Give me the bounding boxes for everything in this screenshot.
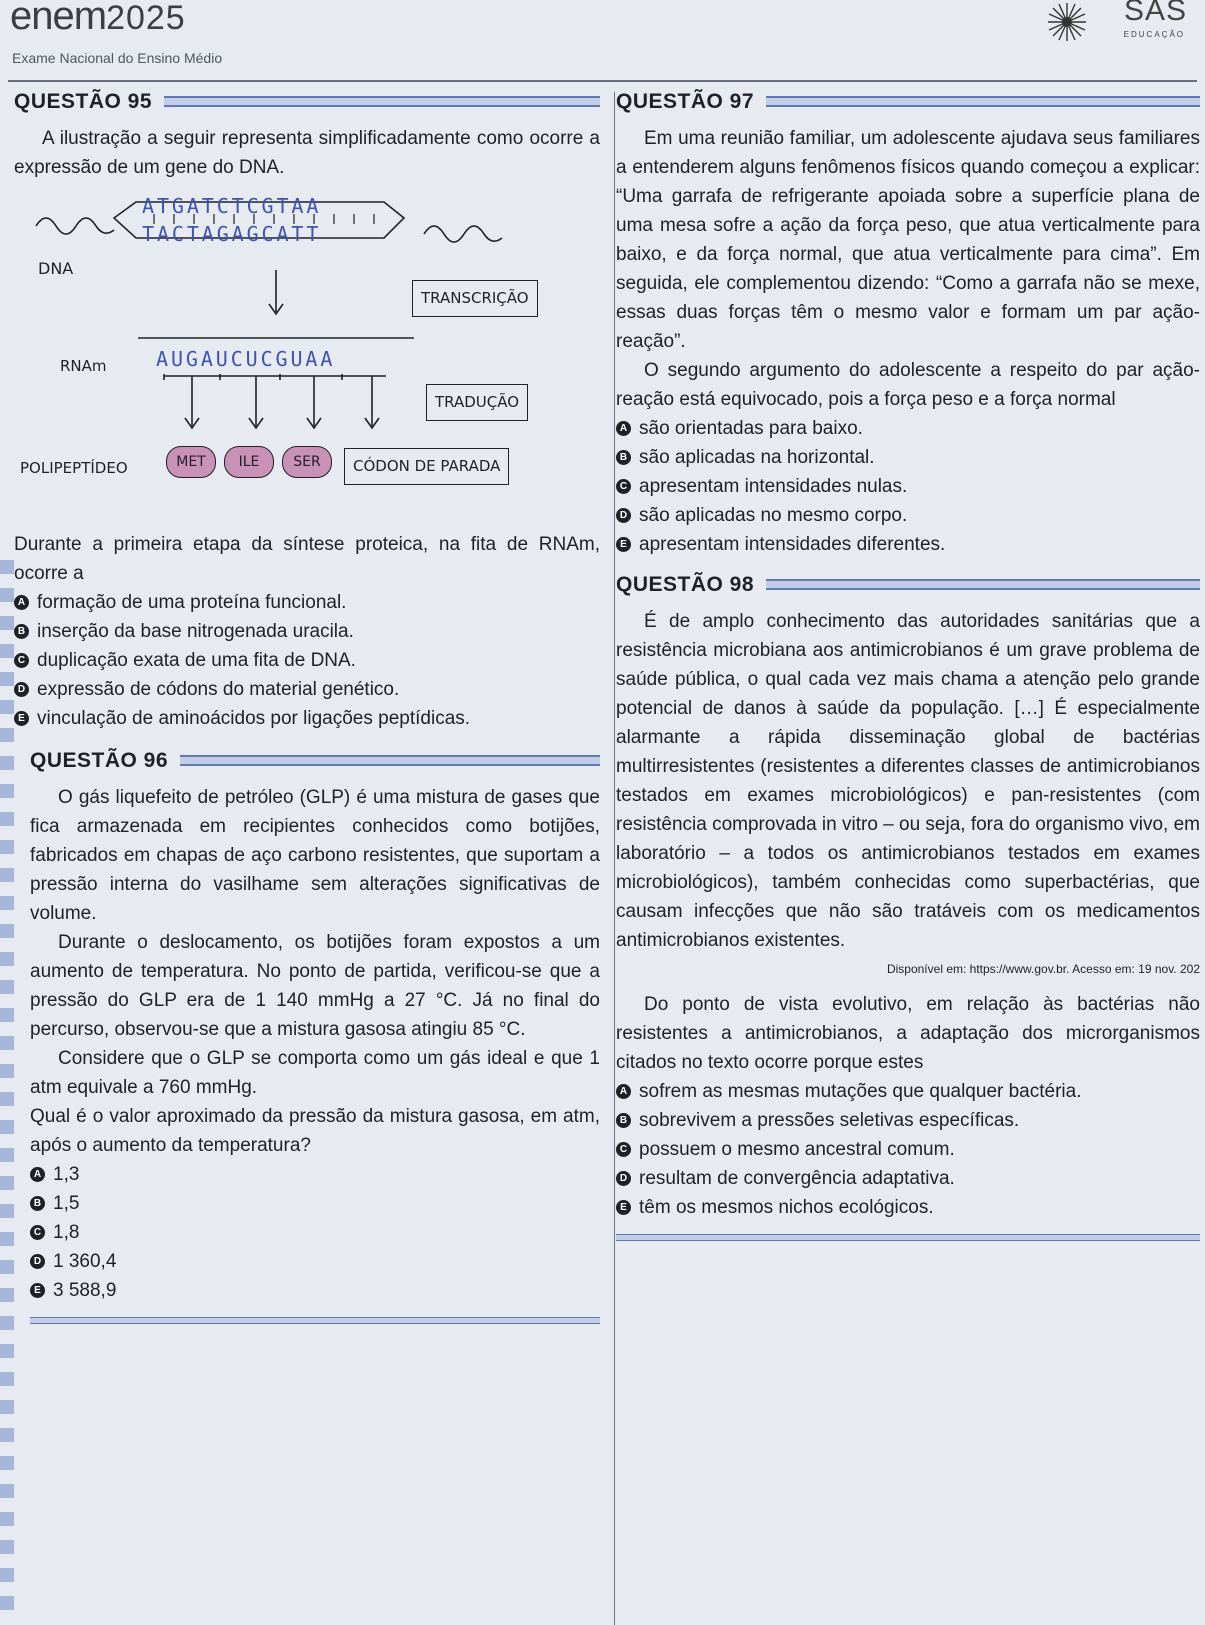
q97-title: QUESTÃO 97 <box>616 89 755 113</box>
option-b[interactable] <box>14 617 600 646</box>
option-text: são aplicadas na horizontal. <box>639 447 875 468</box>
option-a[interactable] <box>616 1077 1200 1106</box>
option-letter: C <box>616 1142 631 1157</box>
q97-paragraph-2: O segundo argumento do adolescente a respeito do par ação-reação está equivocado, pois a força peso e a força normal <box>616 360 1200 410</box>
option-letter: E <box>616 537 631 552</box>
q98-paragraph-2: Do ponto de vista evolutivo, em relação às bactérias não resistentes a antimicrobianos, a adaptação dos microrganismos citados no texto ocorre porque estes <box>616 994 1200 1073</box>
exam-subtitle: Exame Nacional do Ensino Médio <box>12 50 223 66</box>
option-text: 1 360,4 <box>53 1251 117 1272</box>
q95-title: QUESTÃO 95 <box>14 89 153 113</box>
right-column <box>616 86 1200 1241</box>
option-a[interactable] <box>616 414 1200 443</box>
logo-year: 2025 <box>106 0 186 37</box>
option-letter: E <box>14 711 29 726</box>
q96-title: QUESTÃO 96 <box>30 748 169 772</box>
option-letter: B <box>616 450 631 465</box>
option-text: 1,5 <box>53 1193 80 1214</box>
option-d[interactable] <box>616 1164 1200 1193</box>
section-end-bar <box>616 1234 1200 1241</box>
gene-expression-diagram <box>14 188 574 518</box>
option-text: vinculação de aminoácidos por ligações peptídicas. <box>37 708 471 729</box>
option-text: duplicação exata de uma fita de DNA. <box>37 650 356 671</box>
option-d[interactable] <box>30 1247 600 1276</box>
option-letter: B <box>616 1113 631 1128</box>
option-letter: B <box>14 624 29 639</box>
column-divider <box>614 92 615 1625</box>
rna-label: RNAm <box>60 357 107 375</box>
sas-logo <box>1047 0 1187 48</box>
option-letter: B <box>30 1196 45 1211</box>
option-b[interactable] <box>616 1106 1200 1135</box>
logo-text: enem <box>10 0 107 38</box>
q95-options <box>14 588 600 733</box>
option-c[interactable] <box>14 646 600 675</box>
rna-sequence: AUGAUCUCGUAA <box>156 347 336 371</box>
q98-header <box>616 569 1200 599</box>
brand-sub: EDUCAÇÃO <box>1123 30 1185 39</box>
option-c[interactable] <box>30 1218 600 1247</box>
dna-label: DNA <box>38 259 74 278</box>
q96-body <box>14 783 600 1324</box>
option-text: inserção da base nitrogenada uracila. <box>37 621 354 642</box>
dna-strand-top: ATGATCTCGTAA <box>142 194 322 218</box>
option-letter: D <box>616 1171 631 1186</box>
option-b[interactable] <box>30 1189 600 1218</box>
option-letter: A <box>30 1167 45 1182</box>
option-text: resultam de convergência adaptativa. <box>639 1168 955 1189</box>
q95-stem: Durante a primeira etapa da síntese proteica, na fita de RNAm, ocorre a <box>14 534 600 584</box>
brand-name: SAS <box>1123 0 1187 27</box>
title-bar <box>164 96 600 107</box>
option-text: apresentam intensidades nulas. <box>639 476 908 497</box>
q98-paragraph-1: É de amplo conhecimento das autoridades sanitárias que a resistência microbiana aos antimicrobianos é um grave problema de saúde pública, o qual cada vez mais chama a atenção pelo grande potencial de danos à saúde da população. […] É especialmente alarmante a rápida disseminação global de bactérias multirresistentes (resistentes a diferentes classes de antimicrobianos testados em exames microbiológicos) e pan-resistentes (com resistência comprovada in vitro – ou seja, fora do organismo vivo, em laboratório – a todos os antimicrobianos testados em exames microbiológicos), também conhecidas como superbactérias, que causam infecções que não são tratáveis com os medicamentos antimicrobianos existentes. <box>616 611 1200 951</box>
q95-header <box>14 86 600 116</box>
option-d[interactable] <box>14 675 600 704</box>
option-letter: C <box>616 479 631 494</box>
option-e[interactable] <box>30 1276 600 1305</box>
title-bar <box>766 96 1200 107</box>
option-a[interactable] <box>14 588 600 617</box>
option-text: 1,8 <box>53 1222 80 1243</box>
option-text: apresentam intensidades diferentes. <box>639 534 946 555</box>
option-text: são aplicadas no mesmo corpo. <box>639 505 908 526</box>
q96-header <box>14 745 600 775</box>
option-letter: A <box>616 421 631 436</box>
option-text: possuem o mesmo ancestral comum. <box>639 1139 955 1160</box>
option-e[interactable] <box>616 530 1200 559</box>
page-header <box>0 0 1205 80</box>
option-letter: D <box>616 508 631 523</box>
q98-title: QUESTÃO 98 <box>616 572 755 596</box>
option-text: expressão de códons do material genético. <box>37 679 400 700</box>
option-e[interactable] <box>616 1193 1200 1222</box>
option-c[interactable] <box>616 1135 1200 1164</box>
option-letter: D <box>14 682 29 697</box>
option-letter: A <box>14 595 29 610</box>
option-text: 1,3 <box>53 1164 80 1185</box>
sun-burst-icon <box>1047 2 1087 42</box>
polypeptide-label: POLIPEPTÍDEO <box>20 459 128 477</box>
transcription-label: TRANSCRIÇÃO <box>412 280 538 317</box>
option-text: sobrevivem a pressões seletivas específicas. <box>639 1110 1020 1131</box>
q96-options <box>30 1160 600 1305</box>
amino-acid-met: MET <box>166 446 216 478</box>
enem-logo <box>10 0 186 39</box>
q95-intro: A ilustração a seguir representa simplificadamente como ocorre a expressão de um gene do DNA. <box>14 128 600 178</box>
option-text: têm os mesmos nichos ecológicos. <box>639 1197 934 1218</box>
option-c[interactable] <box>616 472 1200 501</box>
stop-codon-label: CÓDON DE PARADA <box>344 448 509 485</box>
option-letter: A <box>616 1084 631 1099</box>
option-letter: C <box>30 1225 45 1240</box>
option-letter: E <box>30 1283 45 1298</box>
option-text: formação de uma proteína funcional. <box>37 592 347 613</box>
option-a[interactable] <box>30 1160 600 1189</box>
option-d[interactable] <box>616 501 1200 530</box>
amino-acid-ile: ILE <box>224 446 274 478</box>
q97-paragraph-1: Em uma reunião familiar, um adolescente ajudava seus familiares a entenderem alguns fenômenos físicos quando começou a explicar: “Uma garrafa de refrigerante apoiada sobre a superfície plana de uma mesa sofre a ação da força peso, que atua verticalmente para baixo, e da força normal, que atua verticalmente para cima”. Em seguida, ele complementou dizendo: “Como a garrafa não se mexe, essas duas forças têm o mesmo valor e formam um par ação-reação”. <box>616 128 1200 352</box>
header-divider <box>8 80 1197 82</box>
title-bar <box>180 755 600 766</box>
translation-label: TRADUÇÃO <box>426 384 528 421</box>
dna-strand-bottom: TACTAGAGCATT <box>142 222 322 246</box>
q96-paragraph-2: Durante o deslocamento, os botijões foram expostos a um aumento de temperatura. No ponto de partida, verificou-se que a pressão do GLP era de 1 140 mmHg a 27 °C. Já no final do percurso, observou-se que a mistura gasosa atingiu 85 °C. <box>30 932 600 1040</box>
option-letter: E <box>616 1200 631 1215</box>
option-letter: D <box>30 1254 45 1269</box>
q98-source: Disponível em: https://www.gov.br. Acesso em: 19 nov. 202 <box>886 962 1200 976</box>
option-text: 3 588,9 <box>53 1280 117 1301</box>
title-bar <box>766 579 1200 590</box>
q97-options <box>616 414 1200 559</box>
option-e[interactable] <box>14 704 600 733</box>
option-text: sofrem as mesmas mutações que qualquer bactéria. <box>639 1081 1082 1102</box>
q96-paragraph-1: O gás liquefeito de petróleo (GLP) é uma mistura de gases que fica armazenada em recipientes conhecidos como botijões, fabricados em chapas de aço carbono resistentes, que suportam a pressão interna do vasilhame sem alterações significativas de volume. <box>30 787 600 924</box>
q96-question: Qual é o valor aproximado da pressão da mistura gasosa, em atm, após o aumento da temperatura? <box>30 1106 600 1156</box>
q96-paragraph-3: Considere que o GLP se comporta como um gás ideal e que 1 atm equivale a 760 mmHg. <box>30 1048 600 1098</box>
page-edge-pattern <box>0 560 14 1620</box>
option-b[interactable] <box>616 443 1200 472</box>
option-letter: C <box>14 653 29 668</box>
option-text: são orientadas para baixo. <box>639 418 863 439</box>
q97-header <box>616 86 1200 116</box>
amino-acid-ser: SER <box>282 446 332 478</box>
q98-options <box>616 1077 1200 1222</box>
section-end-bar <box>30 1317 600 1324</box>
left-column <box>14 86 600 1324</box>
